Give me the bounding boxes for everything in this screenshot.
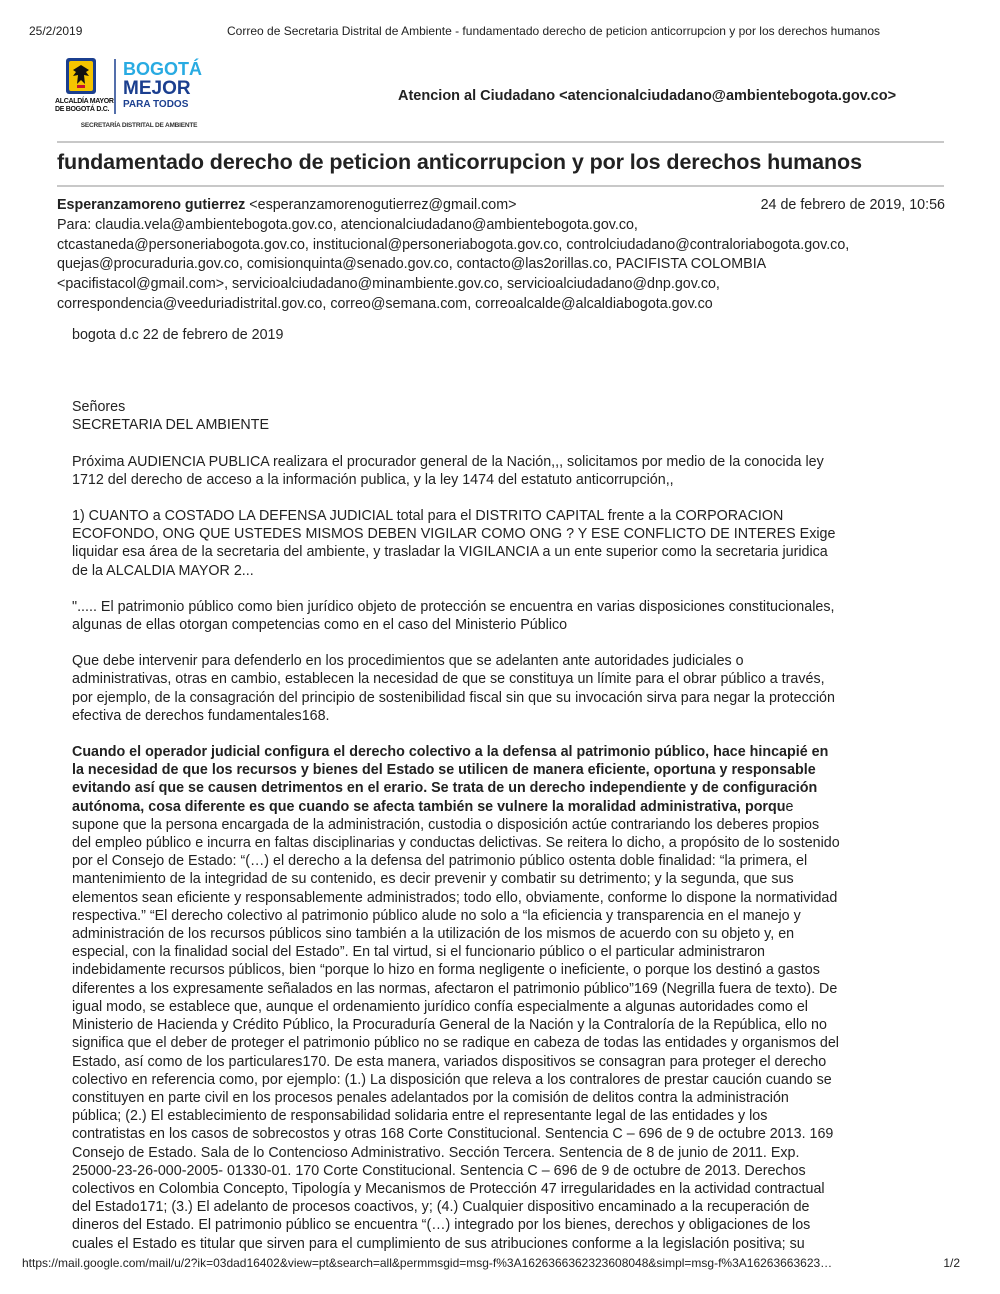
secretaria-ambiente-logo xyxy=(55,56,225,136)
paragraph-line: indebidamente recursos públicos, bien “porque lo hizo en forma negligente o ineficiente, o porque los destinó a gastos xyxy=(72,962,820,979)
divider-subject xyxy=(57,185,944,187)
paragraph-line: especial, con la finalidad social del Estado”. En tal virtud, si el funcionario público o el particular administraron xyxy=(72,944,765,961)
account-label: Atencion al Ciudadano <atencionalciudadano@ambientebogota.gov.co> xyxy=(398,88,897,104)
paragraph-line: igual modo, se establece que, aunque el ordenamiento jurídico confía especialmente a algunas autoridades como el xyxy=(72,998,808,1015)
paragraph-line: Consejo de Estado. Sala de lo Contencioso Administrativo. Sección Tercera. Sentencia de 8 de junio de 2011. Exp. xyxy=(72,1144,800,1161)
paragraph-line: significa que el deber de proteger el patrimonio público no se radique en cabeza de todas las entidades y organismos del xyxy=(72,1035,839,1052)
paragraph-line: del empleo público e incurra en faltas disciplinarias y conductas delictivas. Se reitera lo dicho, a propósito de lo sostenido xyxy=(72,835,840,852)
paragraph-line: contratistas en los casos de sobrecostos y otras 168 Corte Constitucional. Sentencia C – 696 de 9 de octubre 2013. 169 xyxy=(72,1126,834,1143)
paragraph-line: efectiva de derechos fundamentales168. xyxy=(72,707,330,724)
mixed-paragraph-line xyxy=(72,798,952,816)
paragraph-line: "..... El patrimonio público como bien jurídico objeto de protección se encuentra en varias disposiciones constitucionales, xyxy=(72,598,835,615)
sender-email[interactable]: <esperanzamorenogutierrez@gmail.com> xyxy=(249,197,517,213)
email-body xyxy=(72,326,952,1253)
sender-name: Esperanzamoreno gutierrez xyxy=(57,197,246,213)
logo-bogota: BOGOTÁ xyxy=(123,59,202,79)
bold-text: la necesidad de que los recursos y bienes del Estado se utilicen de manera eficiente, oportuna y responsable xyxy=(72,762,816,779)
sent-date: 24 de febrero de 2019, 10:56 xyxy=(760,197,945,213)
recipients-line: correspondencia@veeduriadistrital.gov.co, correo@semana.com, correoalcalde@alcaldiabogota.gov.co xyxy=(57,295,713,312)
bold-text: autónoma, cosa diferente es que cuando se afecta también se vulnere la moralidad administrativa, porqu xyxy=(72,798,786,815)
bold-paragraph-line xyxy=(72,779,952,797)
paragraph-line: 25000-23-26-000-2005- 01330-01. 170 Corte Constitucional. Sentencia C – 696 de 9 de octubre de 2013. Derechos xyxy=(72,1162,806,1179)
logo-alcaldia-line2: DE BOGOTÁ D.C. xyxy=(55,106,110,113)
sender-line xyxy=(57,196,945,216)
paragraph-line: por el Consejo de Estado: “(…) el derecho a la defensa del patrimonio público ostenta doble finalidad: “la primera, el xyxy=(72,853,808,870)
bogota-coat-of-arms-icon xyxy=(66,58,96,94)
paragraph-line: Próxima AUDIENCIA PUBLICA realizara el procurador general de la Nación,,, solicitamos por medio de la conocida ley xyxy=(72,453,824,470)
paragraph-line: constituyen en parte civil en los procesos penales adelantados por la comisión de delitos contra la administración xyxy=(72,1089,789,1106)
normal-text: e xyxy=(785,798,794,815)
recipient-office: SECRETARIA DEL AMBIENTE xyxy=(72,417,270,434)
paragraph-line: elementos sean eficiente y responsablemente administrados; todo ello, obviamente, conforme lo dispone la normatividad xyxy=(72,889,838,906)
paragraph-line: Estado, así como de los particulares170. De esta manera, variados dispositivos se consagran para proteger el derecho xyxy=(72,1053,827,1070)
paragraph-line: administración de los recursos públicos sino también a la utilización de los mismos de acuerdo con su objeto y, en xyxy=(72,926,795,943)
recipients-line: quejas@procuraduria.gov.co, comisionquinta@senado.gov.co, contacto@las2orillas.co, PACIFISTA COLOMBIA xyxy=(57,256,767,273)
paragraph-line: supone que la persona encargada de la administración, custodia o disposición actúe contrariando los deberes propios xyxy=(72,816,820,833)
paragraph-line: por ejemplo, de la consagración del principio de sostenibilidad fiscal sin que su invocación sirva para negar la protección xyxy=(72,689,835,706)
logo-para-todos: PARA TODOS xyxy=(123,99,189,110)
paragraph-line: colectivo en referencia como, por ejemplo: (1.) La disposición que releva a los contralores de prestar caución cuando se xyxy=(72,1071,832,1088)
recipients-line: Para: claudia.vela@ambientebogota.gov.co, atencionalciudadano@ambientebogota.gov.co, xyxy=(57,216,638,233)
email-subject: fundamentado derecho de peticion anticorrupcion y por los derechos humanos xyxy=(57,150,862,174)
logo-alcaldia-line1: ALCALDÍA MAYOR xyxy=(55,98,114,105)
footer-url: https://mail.google.com/mail/u/2?ik=03dad16402&view=pt&search=all&permmsgid=msg-f%3A1626366362323608048&simpl=msg-f%3A16263663623… xyxy=(22,1256,833,1270)
recipients-line: <pacifistacol@gmail.com>, servicioalciudadano@minambiente.gov.co, servicioalciudadano@dnp.gov.co, xyxy=(57,276,720,293)
paragraph-line: algunas de ellas otorgan competencias como en el caso del Ministerio Público xyxy=(72,617,568,634)
email-meta xyxy=(57,196,945,315)
bold-text: Cuando el operador judicial configura el derecho colectivo a la defensa al patrimonio público, hace hincapié en xyxy=(72,744,829,761)
paragraph-line: pública; (2.) El establecimiento de responsabilidad solidaria entre el representante legal de las entidades y los xyxy=(72,1108,768,1125)
bold-text: evitando así que se causen detrimentos en el erario. Se trata de un derecho independiente y de configuración xyxy=(72,780,818,797)
bold-paragraph-line xyxy=(72,743,952,761)
print-title: Correo de Secretaria Distrital de Ambiente - fundamentado derecho de peticion anticorrupcion y por los derechos humanos xyxy=(227,24,881,38)
paragraph-line: diferentes a los expresamente señalados en las normas, afectaron el patrimonio público”169 (Negrilla fuera de texto). De xyxy=(72,980,838,997)
paragraph-line: 1) CUANTO a COSTADO LA DEFENSA JUDICIAL total para el DISTRITO CAPITAL frente a la CORPORACION xyxy=(72,508,784,525)
bold-paragraph-line xyxy=(72,761,952,779)
place-date: bogota d.c 22 de febrero de 2019 xyxy=(72,327,284,343)
paragraph-line: 1712 del derecho de acceso a la información publica, y la ley 1474 del estatuto anticorrupción,, xyxy=(72,471,674,488)
paragraph-line: Que debe intervenir para defenderlo en los procedimientos que se adelanten ante autoridades judiciales o xyxy=(72,653,744,670)
paragraph-line: mantenimiento de la integridad de su contenido, es decir prevenir y combatir su detrimento; y la segunda, que sus xyxy=(72,871,794,888)
paragraph-line: respectiva.” “El derecho colectivo al patrimonio público alude no solo a “la eficiencia y transparencia en el manejo y xyxy=(72,907,801,924)
paragraph-line: de la ALCALDIA MAYOR 2... xyxy=(72,562,254,579)
salutation: Señores xyxy=(72,399,126,416)
paragraph-line: colectivos en Colombia Concepto, Tipología y Mecanismos de Protección 47 irregularidades en la actividad contractual xyxy=(72,1180,825,1197)
page-number: 1/2 xyxy=(943,1256,960,1270)
paragraph-line: cuales el Estado es titular que sirven para el cumplimiento de sus atribuciones conforme a la legislación positiva; su xyxy=(72,1235,805,1252)
paragraph-line: dineros del Estado. El patrimonio público se encuentra “(…) integrado por los bienes, derechos y obligaciones de los xyxy=(72,1217,811,1234)
paragraph-continuation xyxy=(72,816,952,1253)
print-date: 25/2/2019 xyxy=(29,24,83,38)
paragraph-line: liquidar esa área de la secretaria del ambiente, y trasladar la VIGILANCIA a un ente superior como la secretaria juridica xyxy=(72,544,828,561)
paragraph-line: del Estado171; (3.) El adelanto de procesos coactivos, y; (4.) Cualquier dispositivo encaminado a la recuperación de xyxy=(72,1199,810,1216)
divider-top xyxy=(57,141,944,143)
paragraph-line: ECOFONDO, ONG QUE USTEDES MISMOS DEBEN VIGILAR COMO ONG ? Y ESE CONFLICTO DE INTERES Exige xyxy=(72,526,836,543)
logo-mejor: MEJOR xyxy=(123,78,191,99)
logo-secretaria: SECRETARÍA DISTRITAL DE AMBIENTE xyxy=(80,122,198,129)
paragraph-line: Ministerio de Hacienda y Crédito Público, la Procuraduría General de la Nación y la Contraloría de la República, ello no xyxy=(72,1017,827,1034)
recipients-line: ctcastaneda@personeriabogota.gov.co, institucional@personeriabogota.gov.co, controlciudadano@contraloriabogota.gov.co, xyxy=(57,236,850,253)
paragraph-line: administrativas, otras en cambio, establecen la necesidad de que se constituya un límite para el obrar público a través, xyxy=(72,671,825,688)
print-footer xyxy=(22,1256,960,1270)
